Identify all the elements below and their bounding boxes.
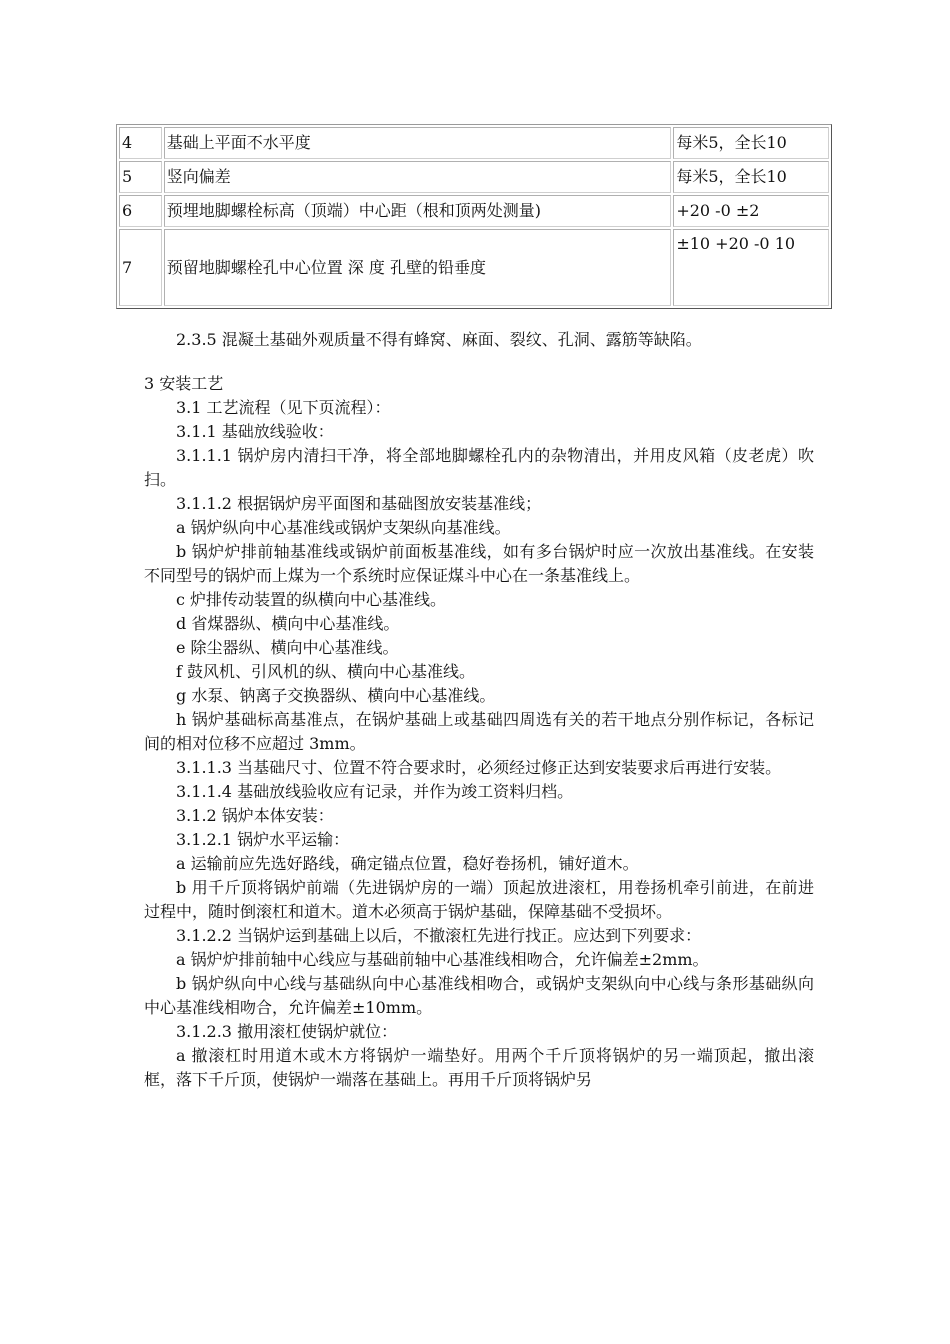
row-number: 4 xyxy=(119,127,162,159)
row-item: 基础上平面不水平度 xyxy=(164,127,672,159)
paragraph: f 鼓风机、引风机的纵、横向中心基准线。 xyxy=(176,662,476,681)
paragraph: 3.1.1.3 当基础尺寸、位置不符合要求时，必须经过修正达到安装要求后再进行安装。 xyxy=(176,758,782,777)
row-number: 5 xyxy=(119,161,162,193)
paragraph: b 用千斤顶将锅炉前端（先进锅炉房的一端）顶起放进滚杠，用卷扬机牵引前进，在前进过程中，随时倒滚杠和道木。道木必须高于锅炉基础，保障基础不受损坏。 xyxy=(144,878,814,921)
row-tolerance: 每米5，全长10 xyxy=(673,127,829,159)
paragraph: 3.1.1.2 根据锅炉房平面图和基础图放安装基准线； xyxy=(176,494,542,513)
row-tolerance: ±10 +20 -0 10 xyxy=(673,229,829,306)
table-row xyxy=(119,161,829,193)
paragraph: 3.1.2.2 当锅炉运到基础上以后，不撤滚杠先进行找正。应达到下列要求： xyxy=(176,926,702,945)
paragraph: b 锅炉炉排前轴基准线或锅炉前面板基准线，如有多台锅炉时应一次放出基准线。在安装不同型号的锅炉而上煤为一个系统时应保证煤斗中心在一条基准线上。 xyxy=(144,542,814,585)
row-tolerance: 每米5，全长10 xyxy=(673,161,829,193)
paragraph: 3.1.1.1 锅炉房内清扫干净，将全部地脚螺栓孔内的杂物清出，并用皮风箱（皮老虎）吹扫。 xyxy=(144,446,814,489)
paragraph: e 除尘器纵、横向中心基准线。 xyxy=(176,638,399,657)
paragraph: 3.1.2 锅炉本体安装： xyxy=(176,806,334,825)
row-number: 6 xyxy=(119,195,162,227)
paragraph: g 水泵、钠离子交换器纵、横向中心基准线。 xyxy=(176,686,496,705)
row-item: 预埋地脚螺栓标高（顶端）中心距（根和顶两处测量) xyxy=(164,195,672,227)
paragraph: 3.1.1 基础放线验收： xyxy=(176,422,334,441)
row-number: 7 xyxy=(119,229,162,306)
paragraph: 3.1.2.1 锅炉水平运输： xyxy=(176,830,350,849)
table-row xyxy=(119,195,829,227)
paragraph: 2.3.5 混凝土基础外观质量不得有蜂窝、麻面、裂纹、孔洞、露筋等缺陷。 xyxy=(176,330,702,349)
paragraph: 3.1 工艺流程（见下页流程）： xyxy=(176,398,391,417)
paragraph: a 运输前应先选好路线，确定锚点位置，稳好卷扬机，铺好道木。 xyxy=(176,854,639,873)
body-text xyxy=(144,328,814,1092)
paragraph: h 锅炉基础标高基准点，在锅炉基础上或基础四周选有关的若干地点分别作标记，各标记间的相对位移不应超过 3mm。 xyxy=(144,710,814,753)
section-heading: 3 安装工艺 xyxy=(144,374,224,393)
paragraph: 3.1.2.3 撤用滚杠使锅炉就位： xyxy=(176,1022,398,1041)
paragraph: b 锅炉纵向中心线与基础纵向中心基准线相吻合，或锅炉支架纵向中心线与条形基础纵向中心基准线相吻合，允许偏差±10mm。 xyxy=(144,974,814,1017)
table-row xyxy=(119,127,829,159)
paragraph: c 炉排传动装置的纵横向中心基准线。 xyxy=(176,590,447,609)
tolerance-table xyxy=(116,124,832,309)
paragraph: a 撤滚杠时用道木或木方将锅炉一端垫好。用两个千斤顶将锅炉的另一端顶起，撤出滚框，落下千斤顶，使锅炉一端落在基础上。再用千斤顶将锅炉另 xyxy=(144,1046,814,1089)
paragraph: d 省煤器纵、横向中心基准线。 xyxy=(176,614,400,633)
paragraph: 3.1.1.4 基础放线验收应有记录，并作为竣工资料归档。 xyxy=(176,782,574,801)
paragraph: a 锅炉炉排前轴中心线应与基础前轴中心基准线相吻合，允许偏差±2mm。 xyxy=(176,950,709,969)
row-tolerance: +20 -0 ±2 xyxy=(673,195,829,227)
row-item: 预留地脚螺栓孔中心位置 深 度 孔壁的铅垂度 xyxy=(164,229,672,306)
paragraph: a 锅炉纵向中心基准线或锅炉支架纵向基准线。 xyxy=(176,518,511,537)
row-item: 竖向偏差 xyxy=(164,161,672,193)
table-row xyxy=(119,229,829,306)
